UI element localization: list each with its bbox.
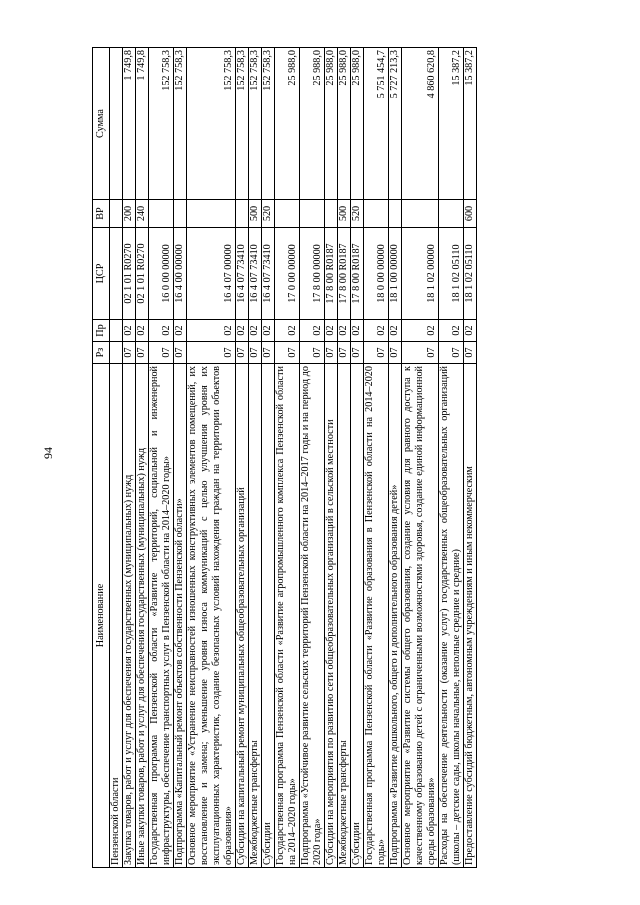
table-row [275,48,300,868]
cell-csr: 17 0 00 00000 [275,228,300,320]
cell-csr: 18 1 02 00000 [402,228,439,320]
cell-vr [364,200,389,228]
cell-pr: 02 [439,320,464,342]
cell-pr: 02 [249,320,262,342]
cell-name: Субсидии [351,364,364,868]
cell-pr: 02 [402,320,439,342]
cell-rz: 07 [174,342,187,364]
cell-name: Предоставление субсидий бюджетным, автономным учреждениям и иным некоммерческим [464,364,477,868]
cell-sum: 25 988,0 [351,48,364,200]
cell-vr: 520 [351,200,364,228]
cell-sum: 15 387,2 [439,48,464,200]
cell-sum: 4 860 620,8 [402,48,439,200]
cell-rz: 07 [123,342,136,364]
cell-rz: 07 [389,342,402,364]
cell-vr: 500 [338,200,351,228]
table-row [402,48,439,868]
cell-name: Государственная программа Пензенской области «Развитие образования в Пензенской области на 2014–2020 годы» [364,364,389,868]
cell-rz: 07 [338,342,351,364]
cell-vr [439,200,464,228]
cell-rz: 07 [236,342,249,364]
table-row [123,48,136,868]
cell-pr: 02 [174,320,187,342]
table-row [338,48,351,868]
cell-sum: 1 749,8 [136,48,149,200]
cell-sum [110,48,123,200]
cell-vr: 520 [262,200,275,228]
table-row [351,48,364,868]
table-row [389,48,402,868]
cell-vr: 500 [249,200,262,228]
header-csr: ЦСР [93,228,110,320]
cell-pr: 02 [136,320,149,342]
cell-name: Субсидии [262,364,275,868]
cell-sum: 25 988,0 [325,48,338,200]
cell-name: Государственная программа Пензенской области «Развитие территорий, социальной и инженерной инфраструктуры, обеспечение транспортных услуг в Пензенской области на 2014–2020 годы» [149,364,174,868]
cell-sum: 152 758,3 [187,48,236,200]
cell-csr [110,228,123,320]
cell-pr [110,320,123,342]
cell-vr [110,200,123,228]
header-sum: Сумма [93,48,110,200]
table-row [300,48,325,868]
cell-csr: 17 8 00 00000 [300,228,325,320]
table-row [149,48,174,868]
cell-name: Закупка товаров, работ и услуг для обеспечения государственных (муниципальных) нужд [123,364,136,868]
cell-name: Субсидии на капитальный ремонт муниципальных общеобразовательных организаций [236,364,249,868]
table-row [236,48,249,868]
cell-sum: 1 749,8 [123,48,136,200]
cell-sum: 152 758,3 [249,48,262,200]
cell-rz: 07 [325,342,338,364]
cell-name: Межбюджетные трансферты [338,364,351,868]
page-number: 94 [41,447,55,459]
cell-csr: 17 8 00 R0187 [338,228,351,320]
cell-rz [110,342,123,364]
budget-table-container [92,48,587,868]
cell-rz: 07 [136,342,149,364]
cell-name: Расходы на обеспечение деятельности (оказание услуг) государственных общеобразовательных организаций (школы – детские сады, школы начальные, неполные средние и средние) [439,364,464,868]
cell-vr [174,200,187,228]
table-row [325,48,338,868]
cell-pr: 02 [300,320,325,342]
cell-csr: 16 4 07 73410 [262,228,275,320]
table-row [439,48,464,868]
table-row [249,48,262,868]
cell-vr [275,200,300,228]
cell-vr [300,200,325,228]
cell-sum: 5 727 213,3 [389,48,402,200]
cell-sum: 25 988,0 [275,48,300,200]
cell-name: Подпрограмма «Капитальный ремонт объектов собственности Пензенской области» [174,364,187,868]
cell-pr: 02 [325,320,338,342]
cell-sum: 5 751 454,7 [364,48,389,200]
cell-sum: 152 758,3 [262,48,275,200]
cell-sum: 15 387,2 [464,48,477,200]
cell-rz: 07 [464,342,477,364]
cell-name: Основное мероприятие «Устранение неисправностей изношенных конструктивных элементов помещений, их восстановление и замена; уменьшение уровня износа коммуникаций с целью улучшения уровня их эксплуатационных характеристик, создание безопасных условий нахождения граждан на территории объектов образования» [187,364,236,868]
cell-pr: 02 [275,320,300,342]
cell-sum: 152 758,3 [149,48,174,200]
cell-sum: 25 988,0 [300,48,325,200]
table-row [364,48,389,868]
cell-pr: 02 [262,320,275,342]
cell-rz: 07 [364,342,389,364]
cell-vr: 200 [123,200,136,228]
cell-rz: 07 [439,342,464,364]
cell-vr: 240 [136,200,149,228]
cell-pr: 02 [236,320,249,342]
cell-csr: 02 1 01 R0270 [136,228,149,320]
cell-sum: 25 988,0 [338,48,351,200]
header-vr: ВР [93,200,110,228]
cell-csr: 18 1 00 00000 [389,228,402,320]
cell-pr: 02 [123,320,136,342]
cell-name: Межбюджетные трансферты [249,364,262,868]
cell-csr: 17 8 00 R0187 [351,228,364,320]
cell-vr [402,200,439,228]
cell-rz: 07 [275,342,300,364]
budget-table [92,47,477,868]
cell-name: Основное мероприятие «Развитие системы общего образования, создание условия для равного доступа к качественному образованию детей с ограниченными возможностями здоровья, создание единой информационной среды образования» [402,364,439,868]
cell-name: Подпрограмма «Развитие дошкольного, общего и дополнительного образования детей» [389,364,402,868]
cell-csr: 17 8 00 R0187 [325,228,338,320]
table-body [110,48,477,868]
table-row [187,48,236,868]
table-row [262,48,275,868]
cell-pr: 02 [187,320,236,342]
cell-sum: 152 758,3 [236,48,249,200]
table-row [464,48,477,868]
cell-csr: 16 0 00 00000 [149,228,174,320]
cell-sum: 152 758,3 [174,48,187,200]
cell-vr [389,200,402,228]
cell-csr: 18 1 02 05110 [464,228,477,320]
table-row [174,48,187,868]
cell-rz: 07 [249,342,262,364]
cell-csr: 18 0 00 00000 [364,228,389,320]
cell-csr: 16 4 07 73410 [236,228,249,320]
cell-vr [325,200,338,228]
cell-rz: 07 [402,342,439,364]
cell-pr: 02 [351,320,364,342]
cell-pr: 02 [364,320,389,342]
cell-pr: 02 [149,320,174,342]
header-rz: Рз [93,342,110,364]
cell-name: Пензенской области [110,364,123,868]
cell-rz: 07 [351,342,364,364]
cell-csr: 02 1 01 R0270 [123,228,136,320]
table-header-row [93,48,110,868]
cell-rz: 07 [149,342,174,364]
cell-csr: 16 4 07 00000 [187,228,236,320]
cell-name: Субсидии на мероприятия по развитию сети общеобразовательных организаций в сельской местности [325,364,338,868]
cell-vr [149,200,174,228]
cell-rz: 07 [300,342,325,364]
cell-pr: 02 [389,320,402,342]
cell-csr: 16 4 07 73410 [249,228,262,320]
table-row [110,48,123,868]
table-row [136,48,149,868]
cell-vr: 600 [464,200,477,228]
cell-name: Иные закупки товаров, работ и услуг для обеспечения государственных (муниципальных) нужд [136,364,149,868]
cell-name: Подпрограмма «Устойчивое развитие сельских территорий Пензенской области на 2014–2017 годы и на период до 2020 года» [300,364,325,868]
cell-pr: 02 [464,320,477,342]
header-pr: Пр [93,320,110,342]
cell-vr [236,200,249,228]
cell-name: Государственная программа Пензенской области «Развитие агропромышленного комплекса Пензенской области на 2014–2020 годы» [275,364,300,868]
cell-csr: 16 4 00 00000 [174,228,187,320]
cell-vr [187,200,236,228]
header-name: Наименование [93,364,110,868]
cell-pr: 02 [338,320,351,342]
cell-csr: 18 1 02 05110 [439,228,464,320]
cell-rz: 07 [262,342,275,364]
cell-rz: 07 [187,342,236,364]
